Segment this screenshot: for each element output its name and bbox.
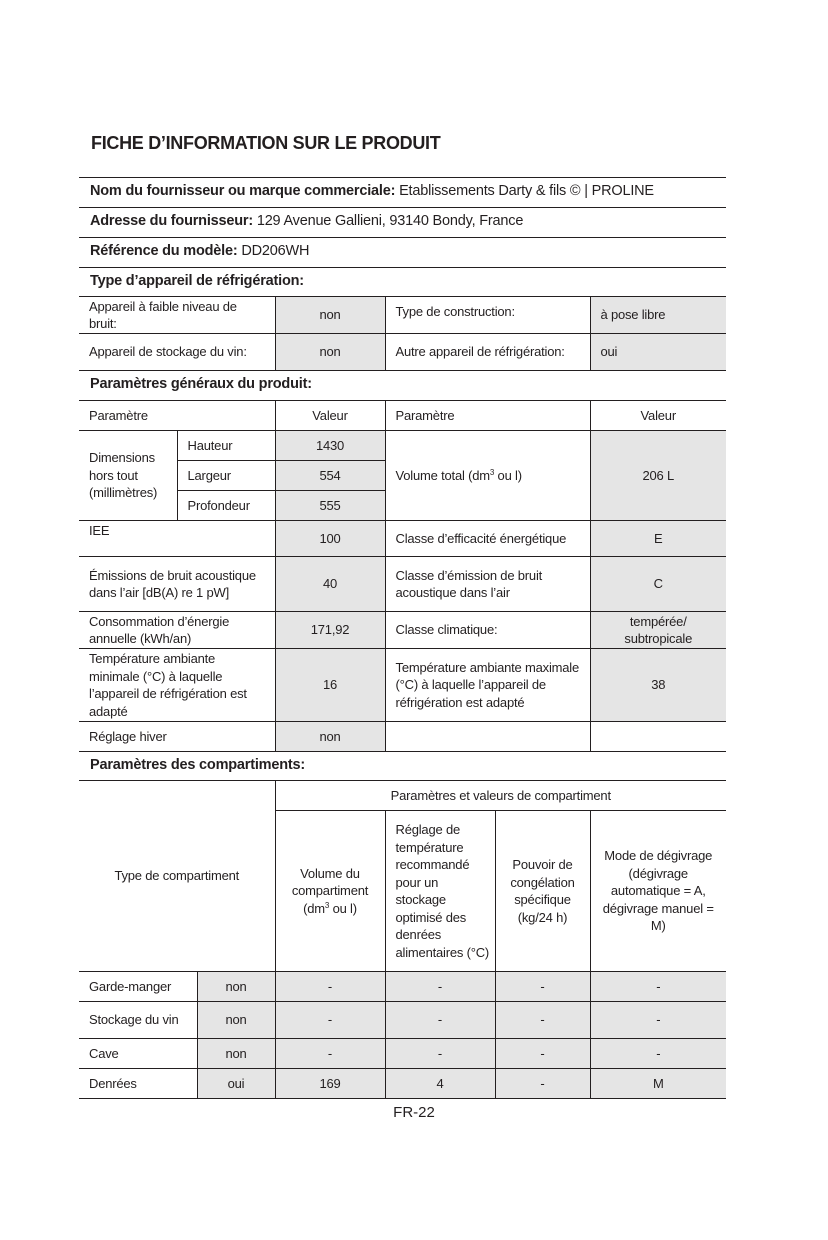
compartment-freezing: -	[495, 972, 590, 1002]
supplier-name-label: Nom du fournisseur ou marque commerciale:	[90, 183, 396, 199]
cell-value: tempérée/ subtropicale	[590, 612, 726, 649]
dimension-label: Profondeur	[177, 491, 275, 521]
cell-label: IEE	[79, 521, 275, 557]
cell-value: à pose libre	[590, 297, 726, 334]
compartment-type: Garde-manger	[79, 972, 197, 1002]
cell-label: Température ambiante minimale (°C) à laquelle l’appareil de réfrigération est adapté	[79, 649, 275, 722]
compartment-temperature: 4	[385, 1069, 495, 1099]
page-number: FR-22	[393, 1104, 435, 1121]
cell-label	[385, 722, 590, 752]
table-row	[79, 431, 726, 461]
compartment-defrost: -	[590, 972, 726, 1002]
column-header-value: Valeur	[590, 401, 726, 431]
dimension-value: 1430	[275, 431, 385, 461]
table-row	[79, 972, 726, 1002]
compartment-volume: -	[275, 1039, 385, 1069]
compartment-defrost: -	[590, 1002, 726, 1039]
table-row	[79, 722, 726, 752]
dimensions-label: Dimensions hors tout (millimètres)	[79, 431, 177, 521]
table-row	[79, 1002, 726, 1039]
supplier-address-value: 129 Avenue Gallieni, 93140 Bondy, France	[253, 213, 524, 229]
cell-value: non	[275, 334, 385, 371]
cell-value	[590, 722, 726, 752]
cell-label: Réglage hiver	[79, 722, 275, 752]
cell-value: 40	[275, 557, 385, 612]
column-header-temperature: Réglage de température recommandé pour un stockage optimisé des denrées alimentaires (°C)	[385, 811, 495, 972]
table-row	[79, 521, 726, 557]
table-row	[79, 334, 726, 371]
column-header-value: Valeur	[275, 401, 385, 431]
table-header-row	[79, 401, 726, 431]
cell-value: C	[590, 557, 726, 612]
cell-value: non	[275, 722, 385, 752]
supplier-name-value: Etablissements Darty & fils © | PROLINE	[395, 183, 654, 199]
dimension-value: 554	[275, 461, 385, 491]
divider	[79, 267, 726, 268]
model-reference-label: Référence du modèle:	[90, 243, 238, 259]
compartment-volume: -	[275, 1002, 385, 1039]
divider	[79, 207, 726, 208]
superscript: 3	[324, 900, 330, 910]
divider	[79, 237, 726, 238]
column-header-volume	[275, 811, 385, 972]
volume-total-label	[385, 431, 590, 521]
volume-total-value: 206 L	[590, 431, 726, 521]
cell-value: non	[275, 297, 385, 334]
compartment-temperature: -	[385, 1002, 495, 1039]
cell-label: Appareil de stockage du vin:	[79, 334, 275, 371]
compartment-freezing: -	[495, 1069, 590, 1099]
table-row	[79, 1039, 726, 1069]
compartment-parameters-heading: Paramètres des compartiments:	[90, 757, 306, 773]
cell-label: Température ambiante maximale (°C) à laquelle l’appareil de réfrigération est adapté	[385, 649, 590, 722]
cell-label: Émissions de bruit acoustique dans l’air [dB(A) re 1 pW]	[79, 557, 275, 612]
cell-value: oui	[590, 334, 726, 371]
volume-label-text: ou l)	[494, 467, 522, 483]
cell-value: 100	[275, 521, 385, 557]
compartment-present: non	[197, 972, 275, 1002]
compartment-present: oui	[197, 1069, 275, 1099]
table-row	[79, 297, 726, 334]
column-header-parameter: Paramètre	[79, 401, 275, 431]
header-text: ou l)	[329, 900, 357, 916]
cell-label: Consommation d’énergie annuelle (kWh/an)	[79, 612, 275, 649]
compartment-temperature: -	[385, 972, 495, 1002]
cell-label: Autre appareil de réfrigération:	[385, 334, 590, 371]
compartment-present: non	[197, 1002, 275, 1039]
cell-value: 38	[590, 649, 726, 722]
appliance-type-heading: Type d’appareil de réfrigération:	[90, 273, 304, 289]
general-parameters-table	[79, 400, 726, 752]
cell-label: Type de construction:	[385, 297, 590, 334]
divider	[79, 177, 726, 178]
column-header-freezing: Pouvoir de congélation spécifique (kg/24 h)	[495, 811, 590, 972]
table-row	[79, 649, 726, 722]
compartment-freezing: -	[495, 1039, 590, 1069]
page-title: FICHE D’INFORMATION SUR LE PRODUIT	[91, 133, 441, 153]
column-header-defrost: Mode de dégivrage (dégivrage automatique = A, dégivrage manuel = M)	[590, 811, 726, 972]
superscript: 3	[489, 467, 495, 477]
general-parameters-heading: Paramètres généraux du produit:	[90, 376, 312, 392]
cell-label: Appareil à faible niveau de bruit:	[79, 297, 275, 334]
cell-value: 171,92	[275, 612, 385, 649]
cell-label: Classe climatique:	[385, 612, 590, 649]
compartment-type: Stockage du vin	[79, 1002, 197, 1039]
column-group-header: Paramètres et valeurs de compartiment	[275, 781, 726, 811]
model-reference-row	[90, 243, 309, 259]
table-header-row	[79, 781, 726, 811]
compartment-type: Denrées	[79, 1069, 197, 1099]
cell-value: E	[590, 521, 726, 557]
cell-label: Classe d’efficacité énergétique	[385, 521, 590, 557]
column-header-type: Type de compartiment	[79, 781, 275, 972]
cell-label: Classe d’émission de bruit acoustique dans l’air	[385, 557, 590, 612]
supplier-address-row	[90, 213, 523, 229]
table-row	[79, 612, 726, 649]
table-row	[79, 557, 726, 612]
dimension-label: Largeur	[177, 461, 275, 491]
compartment-defrost: -	[590, 1039, 726, 1069]
compartment-defrost: M	[590, 1069, 726, 1099]
compartment-freezing: -	[495, 1002, 590, 1039]
compartment-parameters-table	[79, 780, 726, 1099]
volume-label-text: Volume total (dm	[395, 467, 490, 483]
supplier-name-row	[90, 183, 654, 199]
column-header-parameter: Paramètre	[385, 401, 590, 431]
table-row	[79, 1069, 726, 1099]
dimension-value: 555	[275, 491, 385, 521]
header-text: Volume du compartiment (dm	[291, 865, 369, 916]
compartment-present: non	[197, 1039, 275, 1069]
supplier-address-label: Adresse du fournisseur:	[90, 213, 253, 229]
dimension-label: Hauteur	[177, 431, 275, 461]
compartment-volume: 169	[275, 1069, 385, 1099]
appliance-type-table	[79, 296, 726, 371]
cell-value: 16	[275, 649, 385, 722]
model-reference-value: DD206WH	[237, 243, 310, 259]
compartment-type: Cave	[79, 1039, 197, 1069]
compartment-volume: -	[275, 972, 385, 1002]
compartment-temperature: -	[385, 1039, 495, 1069]
